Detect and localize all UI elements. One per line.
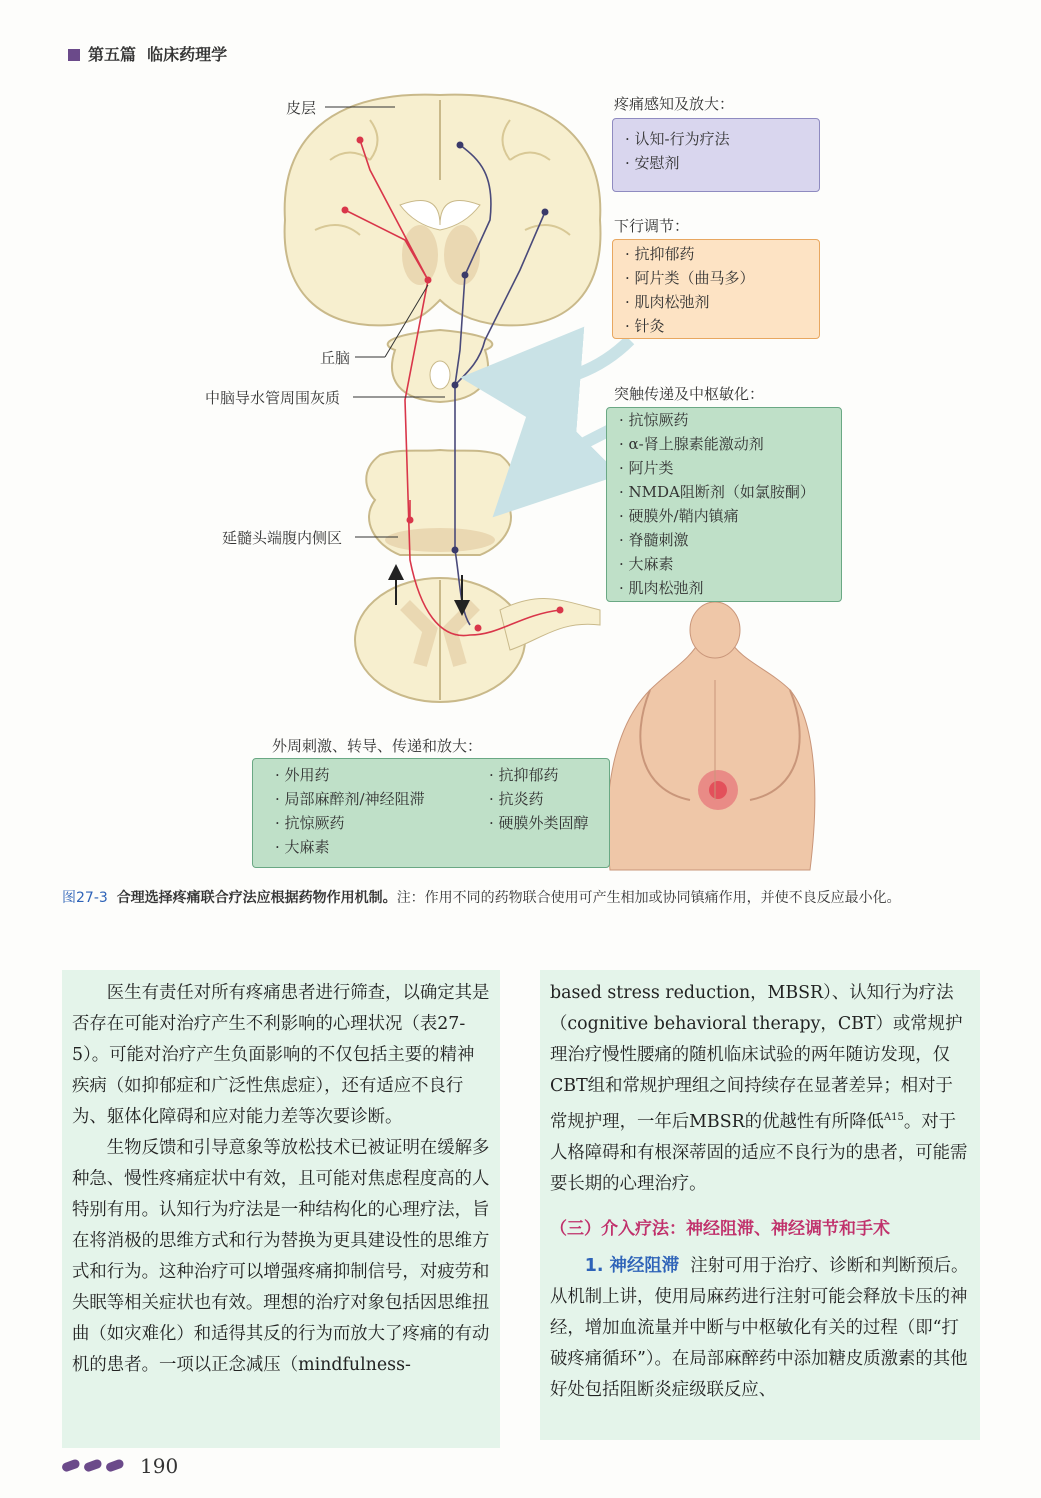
caption-note: 注：作用不同的药物联合使用可产生相加或协同镇痛作用，并使不良反应最小化。 bbox=[396, 890, 901, 906]
synaptic-arrow bbox=[535, 430, 610, 475]
paragraph bbox=[550, 978, 970, 1200]
synaptic-item: · α-肾上腺素能激动剂 bbox=[619, 432, 829, 456]
peripheral-item: · 局部麻醉剂/神经阻滞 bbox=[275, 787, 425, 811]
peripheral-box bbox=[252, 758, 610, 868]
peripheral-item: · 外用药 bbox=[275, 763, 425, 787]
perception-box bbox=[612, 118, 820, 192]
paragraph-text: based stress reduction，MBSR）、认知行为疗法（cognitive behavioral therapy，CBT）或常规护理治疗慢性腰痛的随机临床试验的两年随访发现，仅CBT组和常规护理组之间持续存在显著差异；相对于常规护理，一年后MBSR的优越性有所降低 bbox=[550, 983, 963, 1132]
synaptic-title: 突触传递及中枢敏化： bbox=[614, 385, 765, 403]
synaptic-item: · 肌肉松弛剂 bbox=[619, 576, 829, 600]
descending-item: · 针灸 bbox=[625, 314, 807, 338]
descending-arrow bbox=[520, 340, 630, 382]
label-cortex: 皮层 bbox=[286, 99, 317, 117]
footer-pill-icons bbox=[60, 1458, 130, 1474]
paragraph bbox=[550, 1251, 970, 1406]
header-title: 临床药理学 bbox=[147, 45, 228, 64]
subsection-heading: 1. 神经阻滞 bbox=[584, 1255, 680, 1276]
descending-item: · 肌肉松弛剂 bbox=[625, 290, 807, 314]
synaptic-box bbox=[606, 407, 842, 602]
peripheral-item: · 抗炎药 bbox=[489, 787, 589, 811]
perception-item: · 安慰剂 bbox=[625, 151, 807, 175]
perception-item: · 认知-行为疗法 bbox=[625, 127, 807, 151]
paragraph: 医生有责任对所有疼痛患者进行筛查，以确定其是否存在可能对治疗产生不利影响的心理状况（表27-5）。可能对治疗产生负面影响的不仅包括主要的精神疾病（如抑郁症和广泛性焦虑症），还有适应不良行为、躯体化障碍和应对能力差等次要诊断。 bbox=[72, 983, 490, 1127]
peripheral-item: · 抗惊厥药 bbox=[275, 811, 425, 835]
paragraph-text: 。对于人格障碍和有根深蒂固的适应不良行为的患者，可能需要长期的心理治疗。 bbox=[550, 1111, 968, 1194]
label-pag: 中脑导水管周围灰质 bbox=[205, 389, 341, 407]
synaptic-item: · 脊髓刺激 bbox=[619, 528, 829, 552]
label-rvm: 延髓头端腹内侧区 bbox=[222, 529, 343, 547]
synaptic-item: · NMDA阻断剂（如氯胺酮） bbox=[619, 480, 829, 504]
peripheral-item: · 抗抑郁药 bbox=[489, 763, 589, 787]
descending-item: · 抗抑郁药 bbox=[625, 242, 807, 266]
peripheral-title: 外周刺激、转导、传递和放大： bbox=[272, 737, 483, 755]
right-column bbox=[540, 970, 980, 1440]
caption-number: 图27-3 bbox=[62, 890, 108, 906]
perception-title: 疼痛感知及放大： bbox=[614, 95, 735, 113]
section-heading: （三）介入疗法：神经阻滞、神经调节和手术 bbox=[550, 1218, 890, 1239]
label-thalamus: 丘脑 bbox=[320, 349, 351, 367]
figure-caption bbox=[62, 886, 992, 910]
paragraph-text: 注射可用于治疗、诊断和判断预后。从机制上讲，使用局麻药进行注射可能会释放卡压的神经，增加血流量并中断与中枢敏化有关的过程（即“打破疼痛循环”）。在局部麻醉药中添加糖皮质激素的其他好处包括阻断炎症级联反应、 bbox=[550, 1255, 969, 1400]
peripheral-item: · 硬膜外类固醇 bbox=[489, 811, 589, 835]
descending-item: · 阿片类（曲马多） bbox=[625, 266, 807, 290]
descending-title: 下行调节： bbox=[614, 217, 690, 235]
header-chapter: 第五篇 bbox=[88, 45, 137, 64]
patient-back-illustration bbox=[607, 602, 814, 870]
synaptic-item: · 阿片类 bbox=[619, 456, 829, 480]
descending-box bbox=[612, 239, 820, 339]
peripheral-item: · 大麻素 bbox=[275, 835, 425, 859]
citation-superscript: A15 bbox=[883, 1112, 904, 1123]
page-number: 190 bbox=[140, 1454, 179, 1478]
left-column bbox=[62, 970, 500, 1448]
synaptic-item: · 硬膜外/鞘内镇痛 bbox=[619, 504, 829, 528]
caption-title: 合理选择疼痛联合疗法应根据药物作用机制。 bbox=[116, 890, 397, 906]
synaptic-item: · 大麻素 bbox=[619, 552, 829, 576]
paragraph: 生物反馈和引导意象等放松技术已被证明在缓解多种急、慢性疼痛症状中有效，且可能对焦虑程度高的人特别有用。认知行为疗法是一种结构化的心理疗法，旨在将消极的思维方式和行为替换为更具建设性的思维方式和行为。这种治疗可以增强疼痛抑制信号，对疲劳和失眠等相关症状也有效。理想的治疗对象包括因思维扭曲（如灾难化）和适得其反的行为而放大了疼痛的有动机的患者。一项以正念减压（mindfulness- bbox=[72, 1138, 490, 1375]
synaptic-item: · 抗惊厥药 bbox=[619, 408, 829, 432]
